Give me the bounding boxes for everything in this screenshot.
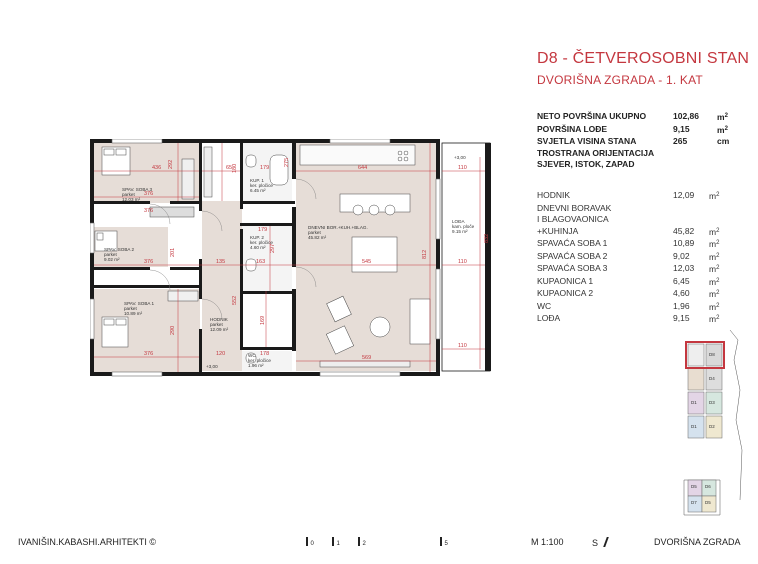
svg-text:D5: D5 [705,500,711,505]
north-label: S [592,537,607,548]
area-row: +KUHINJA 45,82 $m^2$ [537,225,720,237]
svg-text:ker. pločice: ker. pločice [250,240,273,245]
svg-text:1.96 m²: 1.96 m² [248,363,264,368]
svg-text:169: 169 [260,315,266,325]
svg-text:179: 179 [260,165,270,171]
scale-bar-tick-5: 5 [440,537,448,547]
area-row: DNEVNI BORAVAK [537,202,612,213]
svg-text:65: 65 [226,165,233,171]
svg-text:parket: parket [210,322,223,327]
area-row: KUPAONICA 1 6,45 $m^2$ [537,275,720,287]
scale-tick-0 [306,537,308,546]
key-plan [680,330,750,520]
info-row: POVRŠINA LOĐE 9,15 $m^2$ [537,123,728,135]
area-row: I BLAGOVAONICA [537,214,609,224]
svg-text:179: 179 [258,227,268,233]
svg-text:parket: parket [122,192,135,197]
svg-text:376: 376 [144,191,154,197]
room-label-soba2: SPAV. SOBA 2 [104,247,135,252]
room-label-hodnik: HODNIK [210,317,228,322]
svg-text:D7: D7 [691,500,697,505]
svg-text:9.02 m²: 9.02 m² [104,257,120,262]
room-label-loda: LOĐA [452,219,465,224]
north-arrow-icon [603,537,609,547]
svg-text:12.03 m²: 12.03 m² [122,197,141,202]
svg-text:9.15 m²: 9.15 m² [452,229,468,234]
svg-text:10.89 m²: 10.89 m² [124,311,143,316]
svg-text:parket: parket [308,230,321,235]
svg-text:569: 569 [362,355,372,361]
svg-text:D8: D8 [709,352,715,357]
area-row: HODNIK 12,09 $m^2$ [537,190,720,201]
info-row: SVJETLA VISINA STANA 265 cm [537,136,730,146]
svg-text:832: 832 [484,233,490,243]
svg-text:D2: D2 [709,424,715,429]
svg-text:45.82 m²: 45.82 m² [308,235,327,240]
svg-text:D4: D4 [709,376,715,381]
scale-label: M 1:100 [531,537,564,547]
svg-text:376: 376 [144,351,154,357]
building-floor-subtitle: DVORIŠNA ZGRADA - 1. KAT [537,73,703,87]
area-row: SPAVAĆA SOBA 1 10,89 $m^2$ [537,238,720,249]
svg-text:376: 376 [144,259,154,265]
room-label-wc: WC [248,353,256,358]
area-row: KUPAONICA 2 4,60 $m^2$ [537,288,720,299]
room-label-kup1: KUP. 1 [250,178,264,183]
info-row: NETO POVRŠINA UKUPNO 102,86 $m^2$ [537,111,728,122]
apartment-title: D8 - ČETVEROSOBNI STAN [537,50,750,67]
room-label-soba1: SPAV. SOBA 1 [124,301,155,306]
svg-text:120: 120 [216,351,226,357]
level-mark-top: +3,00 [454,155,466,160]
kitchen-counter [300,145,415,165]
svg-text:12.09 m²: 12.09 m² [210,327,229,332]
svg-text:D3: D3 [709,400,715,405]
svg-text:110: 110 [458,165,467,171]
info-row: TROSTRANA ORIJENTACIJA [537,147,655,158]
dining-table [352,237,397,272]
svg-text:D5: D5 [691,484,697,489]
svg-text:kam. ploče: kam. ploče [452,224,475,229]
apartment-info [537,111,729,171]
floor-plan [90,139,500,384]
svg-text:436: 436 [152,165,162,171]
svg-text:275: 275 [284,157,290,167]
area-row: WC 1,96 $m^2$ [537,300,720,312]
tv-console [320,361,410,367]
svg-text:D1: D1 [691,400,697,405]
svg-text:297: 297 [270,243,276,253]
svg-text:110: 110 [458,259,467,265]
building-name: DVORIŠNA ZGRADA [654,537,741,547]
room-label-soba3: SPAV. SOBA 3 [122,187,153,192]
svg-text:644: 644 [358,165,368,171]
svg-text:812: 812 [422,249,428,259]
svg-text:552: 552 [232,295,238,305]
scale-bar-tick-2: 2 [358,537,366,547]
svg-text:178: 178 [260,351,270,357]
svg-text:290: 290 [170,325,176,335]
scale-bar-tick-1: 1 [332,537,340,547]
info-row: SJEVER, ISTOK, ZAPAD [537,159,635,169]
area-row: LOĐA 9,15 $m^2$ [537,313,720,324]
scale-bar: 0 [306,537,314,547]
level-mark-bottom: +3,00 [206,364,218,369]
room-label-kup2: KUP. 2 [250,235,264,240]
svg-text:4.60 m²: 4.60 m² [250,245,266,250]
area-row: SPAVAĆA SOBA 2 9,02 $m^2$ [537,250,720,262]
svg-text:545: 545 [362,259,372,265]
svg-text:163: 163 [256,259,266,265]
room-label-dnevni: DNEVNI BOR.+KUH.+BLAG. [308,225,368,230]
svg-text:135: 135 [216,259,226,265]
coffee-table [370,317,390,337]
svg-text:parket: parket [104,252,117,257]
svg-text:D6: D6 [705,484,711,489]
svg-text:376: 376 [144,208,154,214]
svg-text:ker. pločice: ker. pločice [248,358,271,363]
svg-text:D1: D1 [691,424,697,429]
svg-text:110: 110 [458,343,467,349]
svg-text:201: 201 [170,247,176,257]
svg-text:292: 292 [168,159,174,169]
sofa [410,299,430,344]
svg-text:180: 180 [232,163,238,173]
svg-text:6.45 m²: 6.45 m² [250,188,266,193]
room-areas-table [537,190,729,326]
svg-text:ker. pločice: ker. pločice [250,183,273,188]
svg-text:parket: parket [124,306,137,311]
area-row: SPAVAĆA SOBA 3 12,03 $m^2$ [537,263,720,274]
office-credit: IVANIŠIN.KABASHI.ARHITEKTI © [18,537,156,547]
